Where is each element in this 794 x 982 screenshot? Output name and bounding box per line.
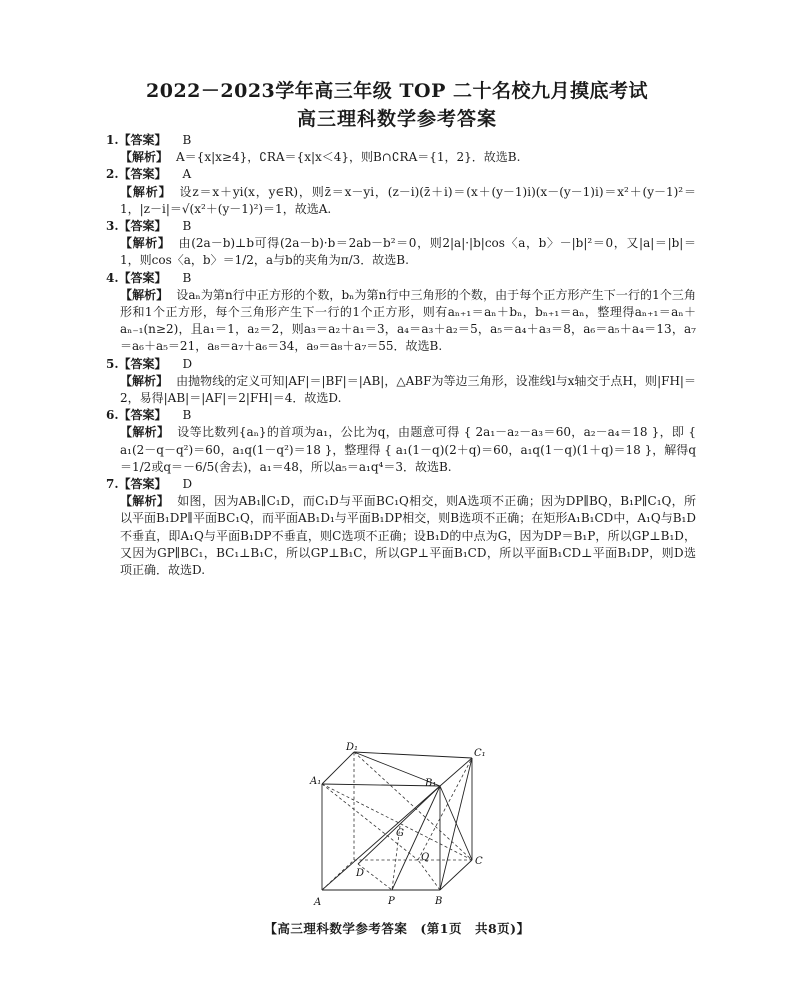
hidden-line-B-Q — [418, 860, 440, 890]
explain-tag: 【解析】 — [120, 373, 169, 388]
question-5 — [106, 356, 696, 408]
answer-value: B — [182, 270, 192, 285]
label-C1: C₁ — [474, 748, 486, 759]
answer-line — [106, 166, 696, 183]
question-1 — [106, 132, 696, 166]
answer-line — [106, 270, 696, 287]
answer-line — [106, 218, 696, 235]
edge-A1-D1 — [322, 752, 354, 784]
answer-tag: 【答案】 — [118, 167, 167, 182]
answer-tag: 【答案】 — [118, 270, 167, 285]
answer-tag: 【答案】 — [118, 408, 167, 423]
edge-A1-B1 — [322, 784, 440, 786]
label-D1: D₁ — [346, 742, 359, 753]
answer-tag: 【答案】 — [118, 356, 167, 371]
explain-tag: 【解析】 — [120, 150, 169, 165]
answer-value: B — [182, 408, 192, 423]
answer-tag: 【答案】 — [118, 133, 167, 147]
explanation — [120, 287, 696, 356]
explain-tag: 【解析】 — [120, 287, 169, 302]
line-B-C1 — [440, 758, 472, 890]
hidden-edge-A-D — [322, 860, 354, 890]
edge-B1-C1 — [440, 758, 472, 786]
answer-value: B — [182, 133, 192, 147]
answer-tag: 【答案】 — [118, 477, 167, 492]
answer-tag: 【答案】 — [118, 219, 167, 234]
answer-line — [106, 476, 696, 493]
exam-subtitle: 高三理科数学参考答案 — [296, 108, 497, 130]
label-Q: Q — [421, 852, 430, 863]
label-A: A — [314, 897, 322, 908]
question-number: 5. — [106, 356, 119, 371]
question-6 — [106, 407, 696, 476]
explain-tag: 【解析】 — [120, 184, 172, 199]
explanation-text: 设等比数列{aₙ}的首项为a₁，公比为q，由题意可得 { 2a₁－a₂－a₃＝60，a₂－a₄＝18 }，即 { a₁(2－q－q²)＝60，a₁q(1－q²)＝18 }，整理得 { a₁(1－q)(2＋q)＝60，a₁q(1－q)(1＋q)＝18 }，解得q＝1/2或q＝－6/5(舍去)，a₁＝48，所以a₅＝a₁q⁴＝3．故选B. — [120, 425, 696, 474]
cube-figure — [300, 740, 500, 912]
question-number: 4. — [106, 270, 119, 285]
label-D: D — [356, 868, 365, 879]
label-C: C — [475, 856, 483, 867]
explanation — [120, 235, 696, 269]
explain-tag: 【解析】 — [120, 425, 170, 440]
question-number: 3. — [106, 219, 119, 234]
answer-value: B — [182, 219, 192, 234]
explanation — [120, 149, 696, 166]
question-7 — [106, 476, 696, 579]
line-A-B1 — [322, 786, 440, 890]
hidden-line-A1-Q — [322, 784, 418, 860]
answer-value: D — [182, 356, 193, 371]
answer-line — [106, 356, 696, 373]
label-B1: B₁ — [425, 778, 437, 789]
explanation-text: 设aₙ为第n行中正方形的个数，bₙ为第n行中三角形的个数，由于每个正方形产生下一行的1个三角形和1个正方形，每个三角形产生下一行的1个正方形，则有aₙ₊₁＝aₙ＋bₙ，bₙ₊₁＝aₙ，整理得aₙ₊₁＝aₙ＋aₙ₋₁(n≥2)，且a₁＝1，a₂＝2，则a₃＝a₂＋a₁＝3，a₄＝a₃＋a₂＝5，a₅＝a₄＋a₃＝8，a₆＝a₅＋a₄＝13，a₇＝a₆＋a₅＝21，a₈＝a₇＋a₆＝34，a₉＝a₈＋a₇＝55．故选B. — [120, 287, 696, 354]
label-G: G — [396, 828, 404, 839]
explanation-text: 由抛物线的定义可知|AF|＝|BF|＝|AB|，△ABF为等边三角形，设准线l与x轴交于点H，则|FH|＝2，易得|AB|＝|AF|＝2|FH|＝4．故选D. — [120, 373, 696, 406]
explanation — [120, 493, 696, 579]
label-P: P — [388, 896, 395, 907]
answers-content — [106, 132, 696, 579]
explanation — [120, 184, 696, 218]
answer-line — [106, 132, 696, 149]
page-footer: 【高三理科数学参考答案 (第1页 共8页)】 — [264, 921, 530, 936]
label-A1: A₁ — [310, 776, 322, 787]
question-number: 6. — [106, 408, 119, 423]
answer-value: D — [182, 477, 193, 492]
question-number: 2. — [106, 167, 119, 182]
exam-title: 2022－2023学年高三年级 TOP 二十名校九月摸底考试 — [146, 80, 648, 102]
explanation-text: 如图，因为AB₁∥C₁D，而C₁D与平面BC₁Q相交，则A选项不正确；因为DP∥BQ，B₁P∥C₁Q，所以平面B₁DP∥平面BC₁Q，而平面AB₁D₁与平面B₁DP相交，则B选项不正确；在矩形A₁B₁CD中，A₁Q与B₁D不垂直，即A₁Q与平面B₁DP不垂直，则C选项不正确；设B₁D的中点为G，因为DP＝B₁P，所以GP⊥B₁D，又因为GP∥BC₁，BC₁⊥B₁C，所以GP⊥B₁C，所以GP⊥平面B₁CD，所以平面B₁CD⊥平面B₁DP，则D选项正确．故选D. — [120, 494, 696, 578]
question-number: 1. — [106, 133, 119, 147]
question-3 — [106, 218, 696, 270]
explanation-text: 设z＝x＋yi(x，y∈R)，则z̄＝x－yi，(z－i)(z̄＋i)＝(x＋(y－1)i)(x－(y－1)i)＝x²＋(y－1)²＝1，|z－i|＝√(x²＋(y－1)²)＝1，故选A. — [120, 184, 696, 216]
explanation — [120, 424, 696, 476]
explanation-text: 由(2a－b)⊥b可得(2a－b)·b＝2ab－b²＝0，则2|a|·|b|cos〈a，b〉－|b|²＝0，又|a|＝|b|＝1，则cos〈a，b〉＝1/2，a与b的夹角为π/3．故选B. — [120, 236, 696, 268]
edge-B-C — [440, 860, 472, 890]
explanation — [120, 373, 696, 407]
explanation-text: A＝{x|x≥4}，∁RA＝{x|x＜4}，则B∩∁RA＝{1，2}．故选B. — [176, 150, 521, 165]
explain-tag: 【解析】 — [120, 494, 170, 509]
answer-value: A — [182, 167, 192, 182]
question-2 — [106, 166, 696, 218]
label-B: B — [435, 896, 443, 907]
edge-D1-C1 — [354, 752, 472, 758]
hidden-line-Q-C1 — [418, 758, 472, 860]
explain-tag: 【解析】 — [120, 236, 171, 251]
answer-line — [106, 407, 696, 424]
question-number: 7. — [106, 477, 119, 492]
question-4 — [106, 270, 696, 356]
